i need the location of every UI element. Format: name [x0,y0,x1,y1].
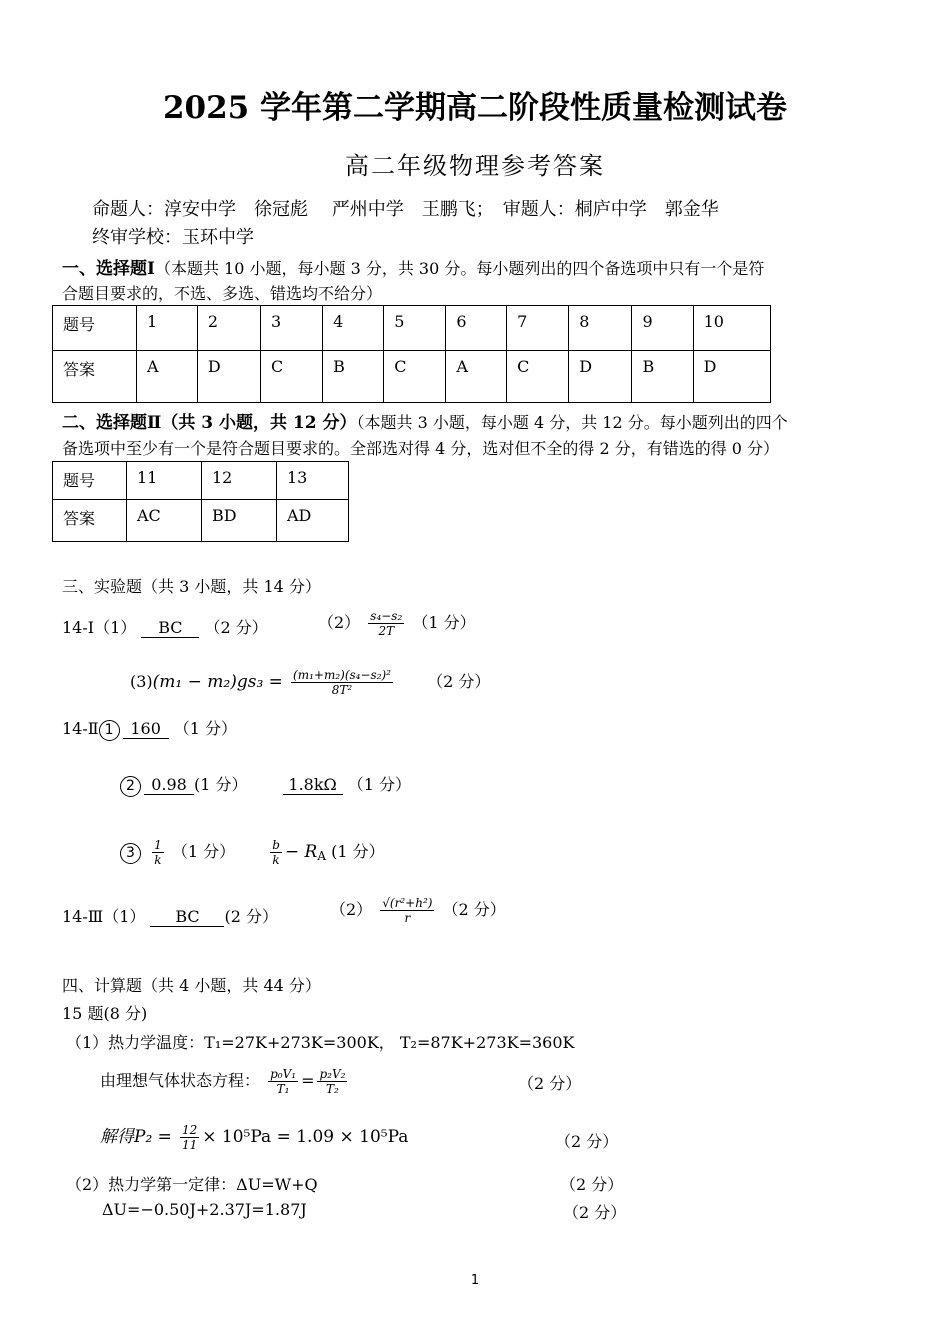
q15-line2-score: （2 分） [518,1074,582,1093]
final-review-line: 终审学校：玉环中学 [92,227,254,248]
table-cell: 4 [323,306,384,351]
section4-heading: 四、计算题（共 4 小题，共 44 分） [62,976,321,995]
q15-line3-score: （2 分） [555,1132,619,1151]
table-cell: 12 [202,462,277,500]
q14-2-score3: （1 分） [347,775,411,794]
table-row-numbers [53,306,771,351]
exam-title: 2025 学年第二学期高二阶段性质量检测试卷 [162,90,788,126]
q14-1-line1 [62,615,268,638]
q15-equals: = [301,1071,315,1090]
q14-1-fraction: $\frac{\text{s₄−s₂}}{2T}$ [370,609,403,638]
table-cell: 5 [384,306,446,351]
q14-3-fraction: $\frac{\text{√(r²+h²)}}{r}$ [382,896,433,925]
table-cell: 8 [569,306,632,351]
table-cell: AD [277,500,349,542]
q14-2-answer1: 160 [123,720,169,739]
q14-2-line3 [120,838,385,867]
section1-answer-table [52,305,771,403]
q14-2-fraction2-subscript: A [317,849,327,863]
q14-1-label: 14-Ⅰ（1） [62,618,137,637]
q14-3-part2-label: （2） [330,900,373,919]
table-cell: 9 [632,306,693,351]
table-row-label: 题号 [53,306,137,351]
answer-key-subtitle: 高二年级物理参考答案 [345,152,605,180]
q15-title: 15 题(8 分) [62,1004,148,1023]
q14-3-score2: （2 分） [442,900,506,919]
q14-1-part2 [318,609,476,638]
circled-number-1: 1 [99,720,120,741]
q14-1-score1: （2 分） [204,618,268,637]
section2-answer-table [52,461,349,542]
q14-2-score5: (1 分） [331,842,385,861]
q14-1-score2: （1 分） [412,613,476,632]
table-cell: D [197,351,260,403]
table-cell: BD [202,500,277,542]
table-cell: A [446,351,507,403]
table-cell: 11 [127,462,202,500]
table-cell: 13 [277,462,349,500]
q14-3-line [62,904,278,927]
q14-1-answer1: BC [141,619,199,638]
q14-2-answer3: 1.8kΩ [283,776,343,795]
q15-line2 [100,1067,350,1096]
q14-2-score2: (1 分） [194,775,248,794]
q14-3-part2 [330,896,506,925]
table-cell: 6 [446,306,507,351]
q15-line4-score: （2 分） [560,1175,624,1194]
q15-fraction-left: $\frac{\text{p₀V₁}}{\text{T₁}}$ [270,1067,297,1096]
table-cell: C [384,351,446,403]
q14-3-label: 14-Ⅲ（1） [62,907,146,926]
table-cell: 3 [260,306,322,351]
table-row-numbers [53,462,349,500]
q15-line3-tail: × 10⁵Pa = 1.09 × 10⁵Pa [202,1127,409,1147]
q14-2-score4: （1 分） [171,842,236,861]
q14-1-equation-fraction: $\frac{\text{(m₁+m₂)(s₄−s₂)²}}{\text{8T²}}$ [293,668,391,697]
q15-line3-fraction: $\frac{12}{11}$ [182,1123,198,1152]
section2-description-cont: 备选项中至少有一个是符合题目要求的。全部选对得 4 分，选对但不全的得 2 分，有错选的得 0 分） [62,439,780,458]
table-row-answers [53,500,349,542]
q14-2-line1 [62,716,237,741]
q15-line3 [100,1122,408,1152]
table-cell: 10 [693,306,770,351]
q14-2-score1: （1 分） [173,719,238,738]
table-cell: B [323,351,384,403]
q15-line5: ΔU=−0.50J+2.37J=1.87J [102,1200,307,1219]
q15-line1: （1）热力学温度：T₁=27K+273K=300K， T₂=87K+273K=360K [66,1033,575,1052]
table-cell: AC [127,500,202,542]
table-cell: C [507,351,569,403]
table-cell: A [137,351,198,403]
section1-heading-line [62,254,764,279]
q14-2-label: 14-Ⅱ [62,719,99,738]
q14-1-part3 [130,668,490,697]
q14-1-equation-left: (m₁ − m₂)gs₃ = [152,672,283,692]
q15-fraction-right: $\frac{\text{p₂V₂}}{\text{T₂}}$ [319,1067,346,1096]
authors-line: 命题人：淳安中学 徐冠彪 严州中学 王鹏飞； 审题人：桐庐中学 郭金华 [92,199,719,220]
section1-description: （本题共 10 小题，每小题 3 分，共 30 分。每小题列出的四个备选项中只有一个是符 [154,259,765,278]
section3-heading: 三、实验题（共 3 小题，共 14 分） [62,577,321,596]
q14-1-score3: （2 分） [427,672,491,691]
table-cell: 1 [137,306,198,351]
q14-3-score1: (2 分） [224,907,278,926]
table-row-label: 题号 [53,462,127,500]
q14-2-answer2: 0.98 [144,776,194,795]
q14-1-part2-label: （2） [318,613,361,632]
q14-2-line2 [120,772,411,797]
section2-heading: 二、选择题Ⅱ（共 3 小题，共 12 分） [62,413,357,433]
section2-description: （本题共 3 小题，每小题 4 分，共 12 分。每小题列出的四个 [356,413,788,432]
section1-description-cont: 合题目要求的，不选、多选、错选均不给分） [62,284,383,303]
table-cell: 2 [197,306,260,351]
page-number: 1 [470,1273,480,1288]
section2-heading-line [62,408,788,433]
table-row-answers [53,351,771,403]
circled-number-3: 3 [120,843,141,864]
table-row-label: 答案 [53,500,127,542]
q14-3-answer1: BC [150,908,224,927]
table-cell: B [632,351,693,403]
q15-line4: （2）热力学第一定律：ΔU=W+Q [66,1175,318,1194]
q15-line2-prefix: 由理想气体状态方程： [100,1071,261,1090]
q15-line5-score: （2 分） [563,1203,627,1222]
q14-2-fraction2: $\frac{b}{k}$ [272,838,280,867]
q15-line3-prefix: 解得P₂ = [100,1127,172,1147]
q14-1-part3-label: (3) [130,672,153,691]
q14-2-fraction2-tail: − R [284,842,318,862]
table-cell: D [693,351,770,403]
table-cell: D [569,351,632,403]
circled-number-2: 2 [120,776,141,797]
table-cell: 7 [507,306,569,351]
section1-heading: 一、选择题Ⅰ [62,259,155,279]
table-cell: C [260,351,322,403]
table-row-label: 答案 [53,351,137,403]
q14-2-fraction1: $\frac{1}{k}$ [154,838,162,867]
